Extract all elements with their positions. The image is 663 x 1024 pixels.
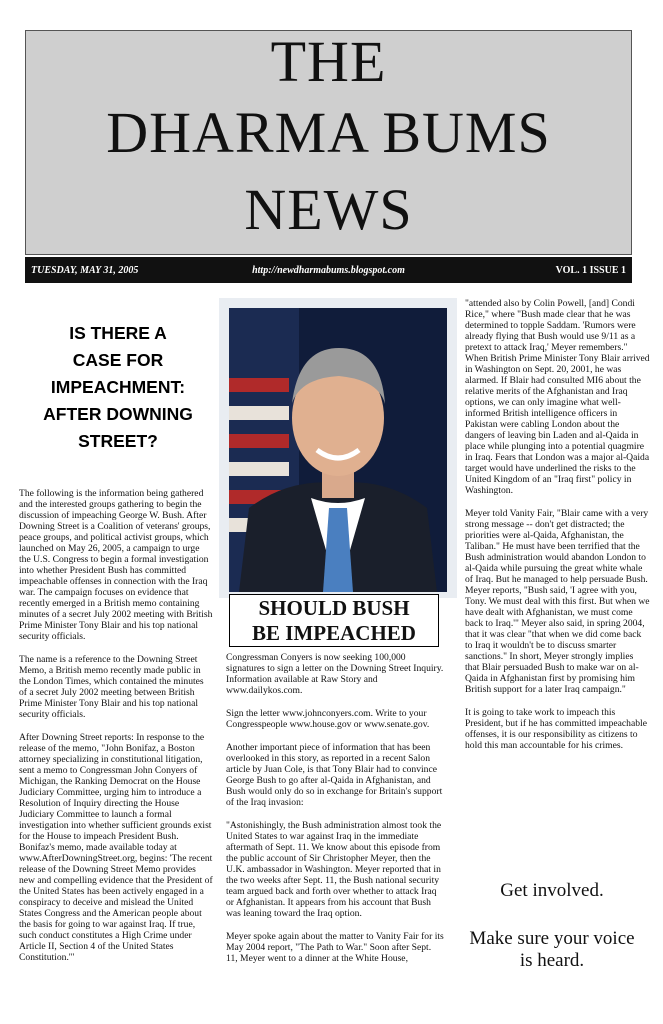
call-to-action [462,880,642,972]
headline-line: IS THERE A [69,323,167,343]
masthead-title-line-1: THE [270,29,387,94]
article-paragraph: "attended also by Colin Powell, [and] Condi Rice," where "Bush made clear that he was determined to topple Saddam. 'Rumors were already flying that Bush would use 9/11 as a pretext to attack Iraq,' Meyer remembers." When British Prime Minister Tony Blair arrived in Washington on Sept. 20, 2001, he was alarmed. If Blair had consulted MI6 about the relative merits of the Afghanistan and Iraq options, we can only imagine what well-informed British intelligence officers in Pakistan were cabling London about the dangers of leaving bin Laden and al-Qaida in place while plunging into a potential quagmire in Iraq. Fears that London was a major al-Qaida target would have underlined the risks to the United Kingdom of an "Iraq first" policy in Washington. [465,298,650,496]
left-article-column [19,488,213,975]
article-paragraph: Meyer spoke again about the matter to Vanity Fair for its May 2004 report, "The Path to War." Soon after Sept. 11, Meyer went to a dinner at the White House, [226,931,444,964]
issue-number: VOL. 1 ISSUE 1 [555,265,626,276]
lead-headline [22,320,214,455]
blog-url-link[interactable]: http://newdharmabums.blogspot.com [252,265,405,276]
dateline-bar [25,257,632,283]
article-paragraph: After Downing Street reports: In response to the release of the memo, "John Bonifaz, a Boston attorney specializing in constitutional litigation, sent a memo to Congressman John Conyers of Michigan, the Ranking Democrat on the House Judiciary Committee, urging him to introduce a Resolution of Inquiry directing the House Judiciary Committee to launch a formal investigation into whether sufficient grounds exist for the House to impeach President Bush. Bonifaz's memo, made available today at www.AfterDowningStreet.org, begins: 'The recent release of the Downing Street Memo provides new and compelling evidence that the President of the United States has been actively engaged in a conspiracy to deceive and mislead the United States Congress and the American people about the basis for going to war against Iraq. If true, such conduct constitutes a High Crime under Article II, Section 4 of the United States Constitution.'" [19,732,213,963]
masthead-title-line-3: NEWS [244,177,413,242]
article-paragraph: It is going to take work to impeach this President, but if he has committed impeachable offenses, it is our responsibility as citizens to hold this man accountable for his crimes. [465,707,647,751]
caption-line-2: BE IMPEACHED [252,621,416,645]
cta-get-involved: Get involved. [500,880,604,901]
article-paragraph: Meyer told Vanity Fair, "Blair came with a very strong message -- don't get distracted; the priorities were al-Qaida, Afghanistan, the Taliban." He must have been terrified that the Bush administration would abandon London to al-Qaida while pursuing the great white whale of Iraq. But he managed to help persuade Bush. Meyer reports, "Bush said, 'I agree with you, Tony. We must deal with this first. But when we have dealt with Afghanistan, we must come back to Iraq.'" Meyer also said, in spring 2004, that it was clear "that when we did come back to Iraq it wouldn't be to discuss smarter sanctions." In short, Meyer strongly implies that Blair persuaded Bush to make war on al-Qaida in Afghanistan first by promising him British support for a later Iraq campaign." [465,508,650,695]
masthead [25,30,632,255]
article-paragraph: Sign the letter www.johnconyers.com. Write to your Congresspeople www.house.gov or www.senate.gov. [226,708,430,730]
masthead-title-line-2: DHARMA BUMS [106,100,551,165]
article-paragraph: Another important piece of information that has been overlooked in this story, as reported in a recent Salon article by Juan Cole, is that Tony Blair had to convince George Bush to go after al-Qaida in Afghanistan, and Bush would only do so in exchange for Britain's support of the Iraq invasion: [226,742,443,808]
headline-line: CASE FOR [72,350,164,370]
article-paragraph: Congressman Conyers is now seeking 100,000 signatures to sign a letter on the Downing Street Inquiry. Information available at Raw Story and www.dailykos.com. [226,652,444,696]
cta-voice-heard: Make sure your voice is heard. [469,928,635,971]
middle-article-column [226,652,444,976]
article-paragraph: The name is a reference to the Downing Street Memo, a British memo recently made public in the London Times, which contained the minutes of a secret July 2002 meeting between British Prime Minister Tony Blair and his top national security officials. [19,654,204,720]
issue-date: TUESDAY, MAY 31, 2005 [31,265,139,276]
right-article-column [465,298,650,763]
article-paragraph: The following is the information being gathered and the interested groups gathering to begin the discussion of impeaching George W. Bush. After Downing Street is a Coalition of veterans' groups, peace groups, and political activist groups, which launched on May 26, 2005, a campaign to urge the U.S. Congress to begin a formal investigation into whether President Bush has committed impeachable offenses in connection with the Iraq war. The campaign focuses on evidence that recently emerged in a British memo containing minutes of a secret July 2002 meeting with British Prime Minister Tony Blair and his top national security officials. [19,488,213,642]
headline-line: IMPEACHMENT: [50,377,186,397]
president-portrait-photo [229,308,447,592]
headline-line: AFTER DOWNING [43,404,193,424]
article-paragraph: "Astonishingly, the Bush administration almost took the United States to war against Iraq in the immediate aftermath of Sept. 11. We know about this episode from the public account of Sir Christopher Meyer, then the U.K. ambassador in Washington. Meyer reported that in the two weeks after Sept. 11, the Bush national security team argued back and forth over whether to attack Iraq or Afghanistan. It appears from his account that Bush was leaning toward the Iraq option. [226,820,442,919]
headline-line: STREET? [78,431,158,451]
photo-caption-box [229,594,439,647]
caption-line-1: SHOULD BUSH [258,596,410,620]
